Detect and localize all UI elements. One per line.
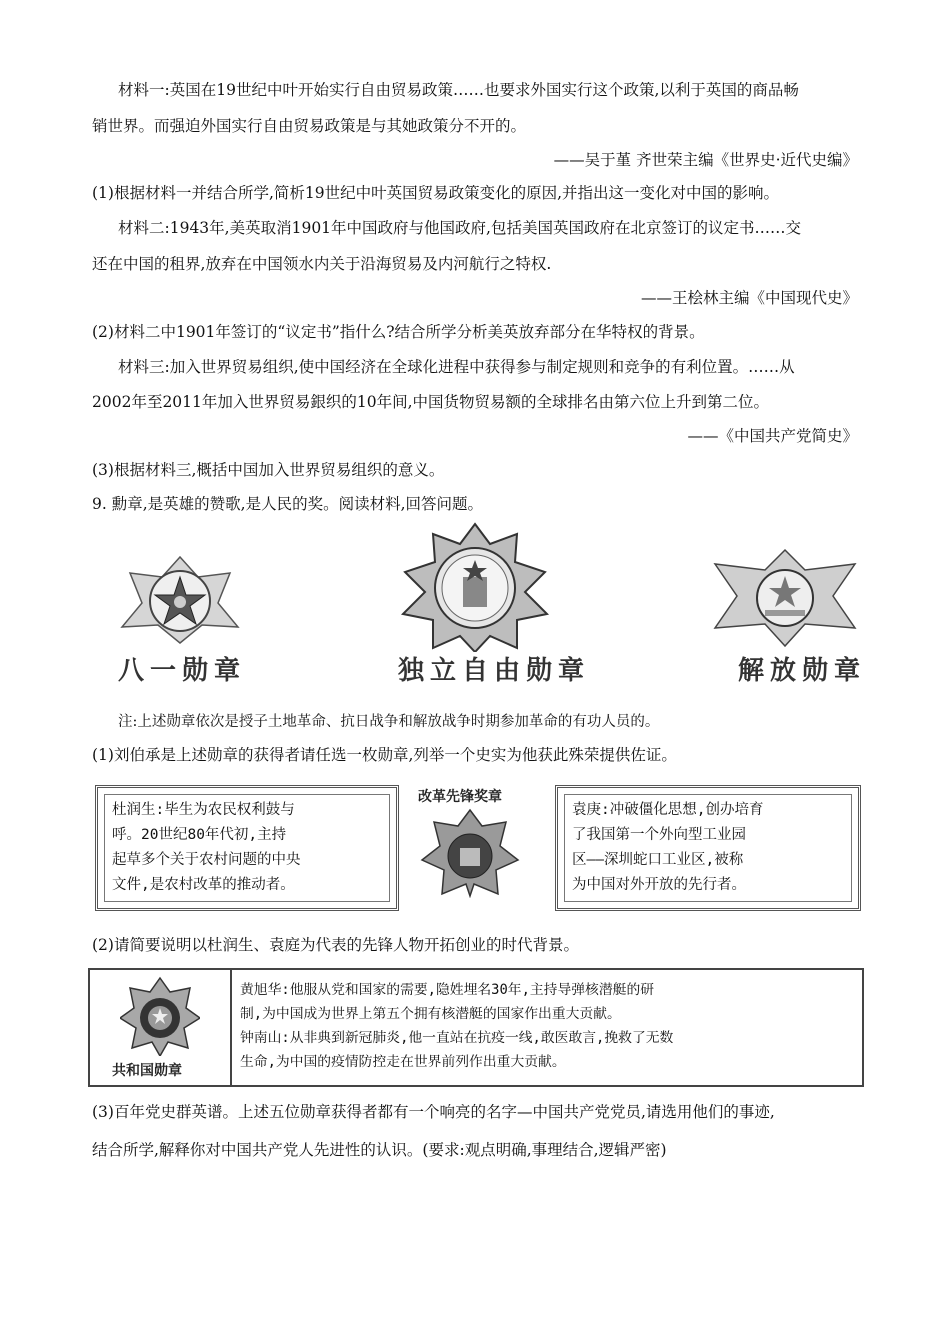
independence-medal-image [395,522,555,652]
question8-3: (3)根据材料三,概括中国加入世界贸易组织的意义。 [92,461,445,479]
bayi-medal-label: 八一勋章 [118,656,247,686]
question9-3-line1: (3)百年党史群英谱。上述五位勋章获得者都有一个响亮的名字—中国共产党党员,请选用他们的事迹, [92,1103,775,1121]
du-runsheng-line1: 杜润生:毕生为农民权利鼓与 [112,802,295,818]
republic-medal-box [88,968,864,1087]
bayi-medal-image [110,555,250,645]
reform-medal-image [420,808,520,898]
reform-medal-caption: 改革先锋奖章 [418,789,502,805]
material1-line1: 材料一:英国在19世纪中叶开始实行自由贸易政策……也要求外国实行这个政策,以利于英国的商品畅 [118,81,799,99]
question9-3-line2: 结合所学,解释你对中国共产党人先进性的认识。(要求:观点明确,事理结合,逻辑严密) [92,1141,667,1159]
material2-line2: 还在中国的租界,放弃在中国领水内关于沿海贸易及内河航行之特权. [92,255,552,273]
republic-medal-caption: 共和国勋章 [112,1063,182,1079]
material2-source: ——王桧林主编《中国现代史》 [640,289,858,307]
republic-line1: 黄旭华:他服从党和国家的需要,隐姓埋名30年,主持导弹核潜艇的研 [240,982,655,998]
liberation-medal-label: 解放勋章 [738,656,867,686]
material3-line2: 2002年至2011年加入世界贸易銀织的10年间,中国货物贸易额的全球排名由第六位上升到第二位。 [92,393,770,411]
du-runsheng-box [95,785,399,911]
republic-medal-image [120,976,200,1056]
yuan-geng-line3: 区——深圳蛇口工业区,被称 [572,852,744,868]
material2-line1: 材料二:1943年,美英取消1901年中国政府与他国政府,包括美国英国政府在北京签订的议定书……交 [118,219,801,237]
republic-medal-panel [90,970,232,1085]
yuan-geng-box [555,785,861,911]
du-runsheng-line3: 起草多个关于农村问题的中央 [112,852,301,868]
medals-note: 注:上述勋章依次是授子土地革命、抗日战争和解放战争时期参加革命的有功人员的。 [118,714,660,730]
material3-source: ——《中国共产党简史》 [687,427,858,445]
question9-2: (2)请简要说明以杜润生、袁庭为代表的先锋人物开拓创业的时代背景。 [92,936,579,954]
yuan-geng-line1: 袁庚:冲破僵化思想,创办培育 [572,802,764,818]
question9-stem: 9. 勳章,是英雄的赞歌,是人民的奖。阅读材料,回答问题。 [92,495,483,513]
du-runsheng-line4: 文件,是农村改革的推动者。 [112,877,295,893]
question9-1: (1)刘伯承是上述勋章的获得者请任选一枚勋章,列举一个史实为他获此殊荣提供佐证。 [92,746,677,764]
republic-line3: 钟南山:从非典到新冠肺炎,他一直站在抗疫一线,敢医敢言,挽救了无数 [240,1030,674,1046]
yuan-geng-line4: 为中国对外开放的先行者。 [572,877,746,893]
question8-2: (2)材料二中1901年签订的“议定书”指什么?结合所学分析美英放弃部分在华特权的背景。 [92,323,705,341]
republic-line2: 制,为中国成为世界上第五个拥有核潜艇的国家作出重大贡献。 [240,1006,621,1022]
liberation-medal-image [705,548,865,648]
independence-medal-label: 独立自由勋章 [398,656,591,686]
question8-1: (1)根据材料一并结合所学,简析19世纪中叶英国贸易政策变化的原因,并指出这一变化对中国的影响。 [92,184,780,202]
material3-line1: 材料三:加入世界贸易组织,使中国经济在全球化进程中获得参与制定规则和竞争的有利位置。……从 [118,358,795,376]
republic-line4: 生命,为中国的疫情防控走在世界前列作出重大贡献。 [240,1054,566,1070]
material1-source: ——吴于堇 齐世荣主编《世界史·近代史编》 [553,151,858,169]
yuan-geng-line2: 了我国第一个外向型工业园 [572,827,746,843]
material1-line2: 销世界。而强迫外国实行自由贸易政策是与其她政策分不开的。 [92,117,527,135]
du-runsheng-line2: 呼。20世纪80年代初,主持 [112,827,287,843]
